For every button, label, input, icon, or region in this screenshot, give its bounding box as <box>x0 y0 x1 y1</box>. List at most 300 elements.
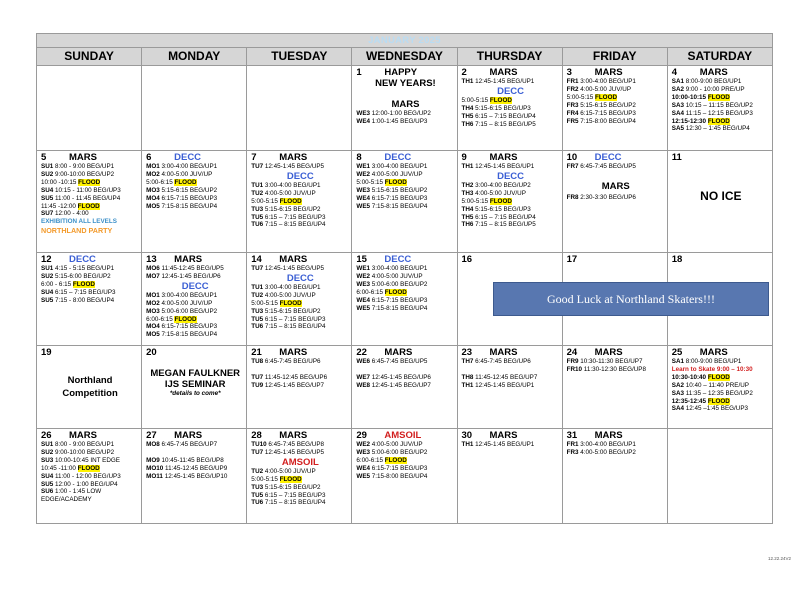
session-code: FR5 <box>566 117 579 125</box>
session-code: MO6 <box>146 265 160 272</box>
session-line <box>462 374 560 382</box>
session-line <box>462 190 560 198</box>
flood-badge: FLOOD <box>174 315 197 323</box>
flood-line: 5:00-6:15 FLOOD <box>146 178 197 186</box>
session-line <box>356 473 454 481</box>
session-line <box>41 289 139 297</box>
session-line <box>146 465 244 473</box>
session-line <box>567 118 665 126</box>
session-line <box>567 441 665 449</box>
session-line <box>41 171 139 179</box>
session-line <box>146 273 244 281</box>
venue-label: MARS <box>391 99 420 110</box>
session-line <box>41 473 139 481</box>
session-code: WE8 <box>356 381 371 389</box>
session-line <box>356 305 454 313</box>
session-time: 6:15-7:15 BEG/UP3 <box>161 194 218 202</box>
session-code: FR1 <box>566 441 579 448</box>
session-code: MO10 <box>146 464 164 472</box>
session-code: TH1 <box>461 441 474 448</box>
day-cell-28 <box>247 429 352 524</box>
session-code: SU4 <box>41 472 54 480</box>
session-line <box>251 468 349 476</box>
flood-badge: FLOOD <box>384 456 407 464</box>
session-time: 3:00-4:00 BEG/UP1 <box>580 441 636 448</box>
session-time: 10:45-11:45 BEG/UP8 <box>161 456 224 464</box>
session-code: MO11 <box>146 472 163 480</box>
session-time: 6:15-7:15 BEG/UP3 <box>371 194 428 202</box>
day-cell-24 <box>562 346 667 429</box>
flood-badge: FLOOD <box>707 117 730 125</box>
flood-line: 6:00-6:15 FLOOD <box>356 288 407 296</box>
holiday-line-1: HAPPY <box>384 67 418 78</box>
session-time: 12:45-1:45 BEG/UP1 <box>475 163 535 170</box>
session-code: WE3 <box>356 186 371 194</box>
session-code: SU4 <box>41 186 54 194</box>
day-header-tuesday: TUESDAY <box>247 48 352 66</box>
flood-line: 6:00-6:15 FLOOD <box>356 456 407 464</box>
session-code: TH6 <box>461 221 474 229</box>
session-code: WE1 <box>356 163 371 170</box>
session-line <box>356 163 454 171</box>
flood-line: 5:00-5:15 FLOOD <box>356 178 407 186</box>
session-time: 12:45-1:45 BEG/UP6 <box>371 373 431 381</box>
flood-badge: FLOOD <box>279 475 302 483</box>
session-line <box>41 297 139 305</box>
session-time: 4:00-5:00 JUV/UP <box>371 441 423 448</box>
day-number: 11 <box>671 152 682 163</box>
session-time: 5:00-6:00 BEG/UP2 <box>371 448 428 456</box>
day-number: 4 <box>671 67 678 78</box>
session-time: 12:45-1:45 BEG/UP6 <box>161 272 221 280</box>
session-time: 6:45-7:45 BEG/UP5 <box>371 358 428 365</box>
session-line <box>251 292 349 300</box>
day-cell-25 <box>667 346 772 429</box>
day-number: 5 <box>41 152 47 163</box>
day-header <box>567 152 665 163</box>
session-time: 11:45-12:45 BEG/UP5 <box>161 265 224 272</box>
session-code: MO4 <box>146 194 160 202</box>
flood-badge: FLOOD <box>279 299 302 307</box>
session-code: SA5 <box>671 125 684 133</box>
session-line <box>356 171 454 179</box>
day-cell-11 <box>667 151 772 253</box>
day-number: 10 <box>566 152 578 163</box>
day-cell-20 <box>142 346 247 429</box>
session-line <box>567 86 665 94</box>
flood-line: 10:00 -10:15 FLOOD <box>41 178 101 186</box>
session-code: SU2 <box>41 448 54 456</box>
flood-line: 6:00-6:15 FLOOD <box>146 315 197 323</box>
day-header <box>462 254 560 265</box>
session-line <box>251 214 349 222</box>
session-line <box>356 374 454 382</box>
session-time: 11:00 - 12:00 BEG/UP3 <box>55 472 121 480</box>
venue-label: DECC <box>181 280 209 292</box>
day-header-wednesday: WEDNESDAY <box>352 48 457 66</box>
day-cell-13 <box>142 253 247 346</box>
session-time: 7:15 – 8:15 BEG/UP4 <box>264 323 326 331</box>
session-time: 4:00-5:00 JUV/UP <box>161 170 213 178</box>
day-cell-4 <box>667 66 772 151</box>
holiday-line-2: NEW YEARS! <box>375 78 436 89</box>
day-cell-19 <box>37 346 142 429</box>
flood-badge: FLOOD <box>78 178 101 186</box>
session-line <box>356 297 454 305</box>
day-header <box>356 430 454 441</box>
empty-day-cell <box>142 66 247 151</box>
session-time: 12:45-1:45 BEG/UP5 <box>264 448 325 456</box>
session-code: SA2 <box>671 85 684 93</box>
session-code: MO5 <box>146 202 160 210</box>
session-time: 6:15 – 7:15 BEG/UP3 <box>264 491 326 499</box>
venue-label: DECC <box>69 254 96 265</box>
day-number: 31 <box>566 430 578 441</box>
session-line <box>146 300 244 308</box>
flood-line: 5:00-5:15 FLOOD <box>461 96 512 104</box>
day-cell-2 <box>457 66 562 151</box>
day-number: 22 <box>356 347 367 358</box>
session-code: FR1 <box>566 78 579 85</box>
day-header <box>462 430 560 441</box>
flood-badge: FLOOD <box>77 464 100 472</box>
session-time: 2:30-3:30 BEG/UP6 <box>580 193 636 201</box>
flood-badge: FLOOD <box>489 197 512 205</box>
day-cell-29 <box>352 429 457 524</box>
day-cell-27 <box>142 429 247 524</box>
session-code: SU2 <box>41 170 54 178</box>
session-code: TH7 <box>461 358 474 365</box>
session-line <box>251 308 349 316</box>
venue-label: AMSOIL <box>384 430 422 441</box>
session-code: MO3 <box>146 307 160 315</box>
session-line <box>146 265 244 273</box>
session-time: 3:00-4:00 BEG/UP1 <box>161 163 218 170</box>
session-time: 5:15-6:15 BEG/UP2 <box>371 186 428 194</box>
session-code: WE4 <box>356 464 371 472</box>
day-number: 20 <box>146 347 157 358</box>
venue-label: MARS <box>174 430 203 441</box>
learn-to-skate-label: Learn to Skate 9:00 – 10:30 <box>671 365 753 373</box>
session-time: 12:45 –1:45 BEG/UP3 <box>685 405 749 413</box>
flood-badge: FLOOD <box>174 178 197 186</box>
day-header <box>251 347 349 358</box>
session-code: TU7 <box>251 163 264 170</box>
session-time: 7:15-8:15 BEG/UP4 <box>161 331 218 339</box>
session-code: TU3 <box>251 483 264 491</box>
session-line <box>356 281 454 289</box>
session-code: MO3 <box>146 186 160 194</box>
session-code: TU6 <box>251 499 264 507</box>
session-code: TH5 <box>461 112 474 120</box>
session-line <box>356 449 454 457</box>
session-code: TH8 <box>461 373 474 381</box>
session-time: 6:45-7:45 BEG/UP6 <box>475 358 531 365</box>
day-header <box>462 67 560 78</box>
no-ice-label: NO ICE <box>700 189 742 203</box>
session-line <box>356 118 454 126</box>
session-code: FR4 <box>566 109 579 117</box>
session-code: FR7 <box>566 163 579 170</box>
session-line <box>672 358 770 366</box>
session-time: 4:15 - 5:15 BEG/UP1 <box>55 265 115 272</box>
session-code: MO5 <box>146 331 160 339</box>
session-time: 7:15 – 8:15 BEG/UP5 <box>475 221 536 229</box>
session-code: TU5 <box>251 213 264 221</box>
day-cell-3 <box>562 66 667 151</box>
session-code: FR9 <box>566 358 579 365</box>
session-time: 6:15-7:15 BEG/UP3 <box>161 323 218 331</box>
day-header <box>356 67 454 78</box>
session-code: TU6 <box>251 221 264 229</box>
day-header <box>672 254 770 265</box>
session-time: 4:00-5:00 JUV/UP <box>161 299 213 307</box>
session-line <box>356 265 454 273</box>
day-cell-15 <box>352 253 457 346</box>
venue-label: MARS <box>69 430 97 441</box>
session-time: 12:00-1:00 BEG/UP2 <box>371 110 431 117</box>
session-code: TU2 <box>251 291 264 299</box>
flood-line: 5:00-5:15 FLOOD <box>251 299 302 307</box>
exhibition-label: EXHIBITION ALL LEVELS <box>41 218 117 226</box>
session-line <box>146 292 244 300</box>
day-number: 16 <box>461 254 473 265</box>
session-line <box>146 171 244 179</box>
session-code: TH4 <box>461 205 474 213</box>
session-time: 3:00-4:00 BEG/UP1 <box>264 181 321 189</box>
session-code: TU7 <box>251 373 264 381</box>
flood-badge: FLOOD <box>707 93 730 101</box>
venue-label: MARS <box>174 254 203 265</box>
day-header <box>251 254 349 265</box>
session-code: WE1 <box>356 265 371 272</box>
session-code: FR10 <box>566 365 583 373</box>
session-code: WE3 <box>356 448 371 456</box>
day-header <box>672 67 770 78</box>
day-header-friday: FRIDAY <box>562 48 667 66</box>
flood-badge: FLOOD <box>594 93 618 101</box>
day-cell-6 <box>142 151 247 253</box>
day-header <box>146 152 244 163</box>
session-time: 7:15-8:00 BEG/UP4 <box>580 117 636 125</box>
session-line <box>672 102 770 110</box>
session-time: 6:45-7:45 BEG/UP8 <box>268 441 325 448</box>
session-line <box>672 390 770 398</box>
session-time: 4:00-5:00 JUV/UP <box>371 272 423 280</box>
session-time: 11:15 – 12:15 BEG/UP3 <box>685 109 753 117</box>
session-line <box>462 206 560 214</box>
flood-line: 5:00-5:15 FLOOD <box>566 93 618 101</box>
day-number: 13 <box>146 254 157 265</box>
event-line-1: MEGAN FAULKNER <box>150 368 241 379</box>
session-time: 3:00-4:00 BEG/UP1 <box>580 78 636 85</box>
day-number: 30 <box>461 430 473 441</box>
venue-label: MARS <box>489 430 518 441</box>
session-line <box>462 214 560 222</box>
day-cell-21 <box>247 346 352 429</box>
session-time: 6:15 – 7:15 BEG/UP3 <box>264 213 326 221</box>
session-line <box>356 195 454 203</box>
session-line <box>146 457 244 465</box>
day-header <box>251 152 349 163</box>
day-header <box>41 152 139 163</box>
session-line <box>462 163 560 171</box>
day-header <box>146 254 244 265</box>
flood-badge: FLOOD <box>72 280 95 288</box>
session-code: TU2 <box>251 189 264 197</box>
session-line <box>672 125 770 133</box>
session-time: 7:15 – 8:15 BEG/UP5 <box>475 120 536 128</box>
session-code: TU5 <box>251 491 264 499</box>
session-line <box>146 187 244 195</box>
session-line <box>146 473 244 481</box>
session-line <box>146 195 244 203</box>
session-code: SA3 <box>671 389 684 397</box>
venue-label: DECC <box>384 152 412 163</box>
session-code: WE7 <box>356 373 371 381</box>
day-number: 6 <box>146 152 152 163</box>
session-time: 6:15 – 7:15 BEG/UP3 <box>55 288 116 296</box>
day-cell-23 <box>457 346 562 429</box>
day-number: 19 <box>41 347 52 358</box>
session-line <box>567 163 665 171</box>
day-number: 14 <box>251 254 262 265</box>
session-time: 4:00-5:00 BEG/UP2 <box>580 448 636 456</box>
day-header <box>567 347 665 358</box>
session-code: TU2 <box>251 467 264 475</box>
session-line <box>567 358 665 366</box>
session-line <box>146 308 244 316</box>
session-code: MO1 <box>146 291 160 299</box>
venue-label: MARS <box>279 152 308 163</box>
session-time: 9:00 - 10:00 PRE/UP <box>685 85 745 93</box>
session-code: SA1 <box>671 78 684 85</box>
session-code: MO7 <box>146 272 160 280</box>
session-code: SU4 <box>41 288 54 296</box>
session-code: WE5 <box>356 472 371 480</box>
session-code: SU3 <box>41 456 54 464</box>
session-time: 10:00-10:45 INT EDGE <box>55 456 120 464</box>
session-line <box>462 441 560 449</box>
day-number: 25 <box>671 347 683 358</box>
venue-label: MARS <box>699 67 728 78</box>
session-code: SA2 <box>671 381 684 389</box>
day-header-thursday: THURSDAY <box>457 48 562 66</box>
session-line <box>462 382 560 390</box>
day-cell-26 <box>37 429 142 524</box>
session-time: 4:00-5:00 JUV/UP <box>264 189 316 197</box>
session-code: SA4 <box>671 109 684 117</box>
session-code: TH6 <box>461 120 474 128</box>
session-code: WE2 <box>356 441 371 448</box>
day-number: 2 <box>461 67 467 78</box>
flood-line: 6:00 - 6:15 FLOOD <box>41 280 95 288</box>
session-time: 5:15-6:00 BEG/UP2 <box>55 272 111 280</box>
venue-label: MARS <box>489 152 518 163</box>
session-line <box>567 366 665 374</box>
session-time: 8:00 - 9:00 BEG/UP1 <box>55 163 115 170</box>
session-code: MO8 <box>146 441 160 448</box>
session-time: 6:15 – 7:15 BEG/UP4 <box>475 112 536 120</box>
session-code: WE4 <box>356 296 371 304</box>
day-number: 24 <box>566 347 578 358</box>
day-number: 12 <box>41 254 52 265</box>
calendar-table <box>36 33 773 524</box>
session-time: 12:45-1:45 BEG/UP1 <box>475 381 535 389</box>
session-line <box>462 358 560 366</box>
session-code: SU7 <box>41 210 54 218</box>
venue-label: DECC <box>286 272 314 284</box>
session-time: 3:00-4:00 BEG/UP1 <box>264 283 321 291</box>
session-line <box>356 358 454 366</box>
session-line <box>462 221 560 229</box>
session-time: 3:00-4:00 BEG/UP1 <box>161 291 218 299</box>
version-stamp: 12.22.24V2 <box>768 556 792 561</box>
session-line <box>146 331 244 339</box>
session-time: 4:00-5:00 JUV/UP <box>475 189 526 197</box>
day-header <box>41 254 139 265</box>
day-cell-12 <box>37 253 142 346</box>
session-time: 12:30 – 1:45 BEG/UP4 <box>685 125 750 133</box>
session-time: 9:00-10:00 BEG/UP2 <box>55 170 115 178</box>
session-code: MO2 <box>146 299 160 307</box>
flood-line: 11:45 -12:00 FLOOD <box>41 202 100 210</box>
event-line-2: Competition <box>62 388 118 399</box>
session-line <box>567 78 665 86</box>
day-header <box>146 347 244 358</box>
day-number: 7 <box>251 152 257 163</box>
session-time: 5:15-6:15 BEG/UP2 <box>264 205 321 213</box>
day-header <box>567 254 665 265</box>
session-code: WE2 <box>356 272 371 280</box>
venue-label: MARS <box>601 180 630 192</box>
session-line <box>567 194 665 202</box>
venue-label: MARS <box>489 67 518 78</box>
day-cell-10 <box>562 151 667 253</box>
session-line <box>356 465 454 473</box>
day-number: 28 <box>251 430 262 441</box>
session-line <box>672 78 770 86</box>
venue-label: DECC <box>384 254 412 265</box>
session-time: 6:15-7:15 BEG/UP3 <box>371 296 428 304</box>
session-line <box>462 113 560 121</box>
session-line <box>356 110 454 118</box>
day-cell-31 <box>562 429 667 524</box>
session-time: 6:15 – 7:15 BEG/UP3 <box>264 315 326 323</box>
session-line <box>41 488 139 496</box>
session-time: 5:15-6:15 BEG/UP2 <box>264 307 321 315</box>
day-header <box>462 152 560 163</box>
day-number: 27 <box>146 430 157 441</box>
session-time: 12:45-1:45 BEG/UP10 <box>164 472 228 480</box>
calendar-title: JANUARY 2025 <box>37 34 773 48</box>
empty-day-cell <box>247 66 352 151</box>
day-number: 8 <box>356 152 362 163</box>
flood-line: 12:35-12:45 FLOOD <box>671 397 730 405</box>
session-time: 4:00-5:00 JUV/UP <box>371 170 423 178</box>
session-time: 10:40 – 11:40 PRE/UP <box>685 381 749 389</box>
session-time: 6:15-7:15 BEG/UP3 <box>580 109 636 117</box>
session-time: 10:30-11:30 BEG/UP7 <box>580 358 643 365</box>
session-time: 6:45-7:45 BEG/UP6 <box>264 358 321 365</box>
session-time: 4:00-5:00 JUV/UP <box>264 467 316 475</box>
session-code: TH1 <box>461 163 474 170</box>
session-line <box>41 457 139 465</box>
session-code: SU6 <box>41 488 54 496</box>
day-cell-8 <box>352 151 457 253</box>
session-code: TU7 <box>251 448 264 456</box>
day-header <box>567 430 665 441</box>
